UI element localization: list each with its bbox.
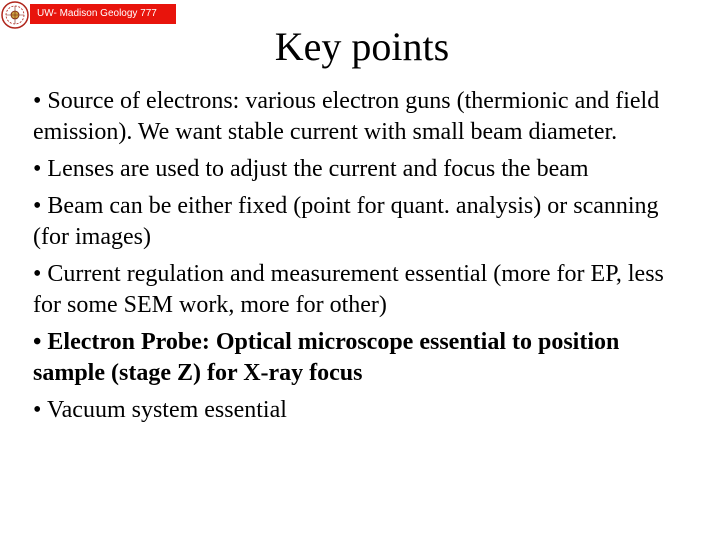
slide-title: Key points xyxy=(274,24,450,69)
bullet-current-regulation: • Current regulation and measurement essential (more for EP, less for some SEM work, more for other) xyxy=(33,261,664,318)
bullet-beam-mode: • Beam can be either fixed (point for quant. analysis) or scanning (for images) xyxy=(33,193,659,250)
course-banner xyxy=(30,4,176,24)
bullet-list xyxy=(33,86,693,432)
bullet-lenses: • Lenses are used to adjust the current and focus the beam xyxy=(33,156,589,182)
bullet-vacuum-system: • Vacuum system essential xyxy=(33,397,287,423)
bullet-electron-source: • Source of electrons: various electron guns (thermionic and field emission). We want stable current with small beam diameter. xyxy=(33,88,660,145)
bullet-optical-microscope: • Electron Probe: Optical microscope essential to position sample (stage Z) for X-ray focus xyxy=(33,329,620,386)
banner-text: UW- Madison Geology 777 xyxy=(37,8,157,19)
